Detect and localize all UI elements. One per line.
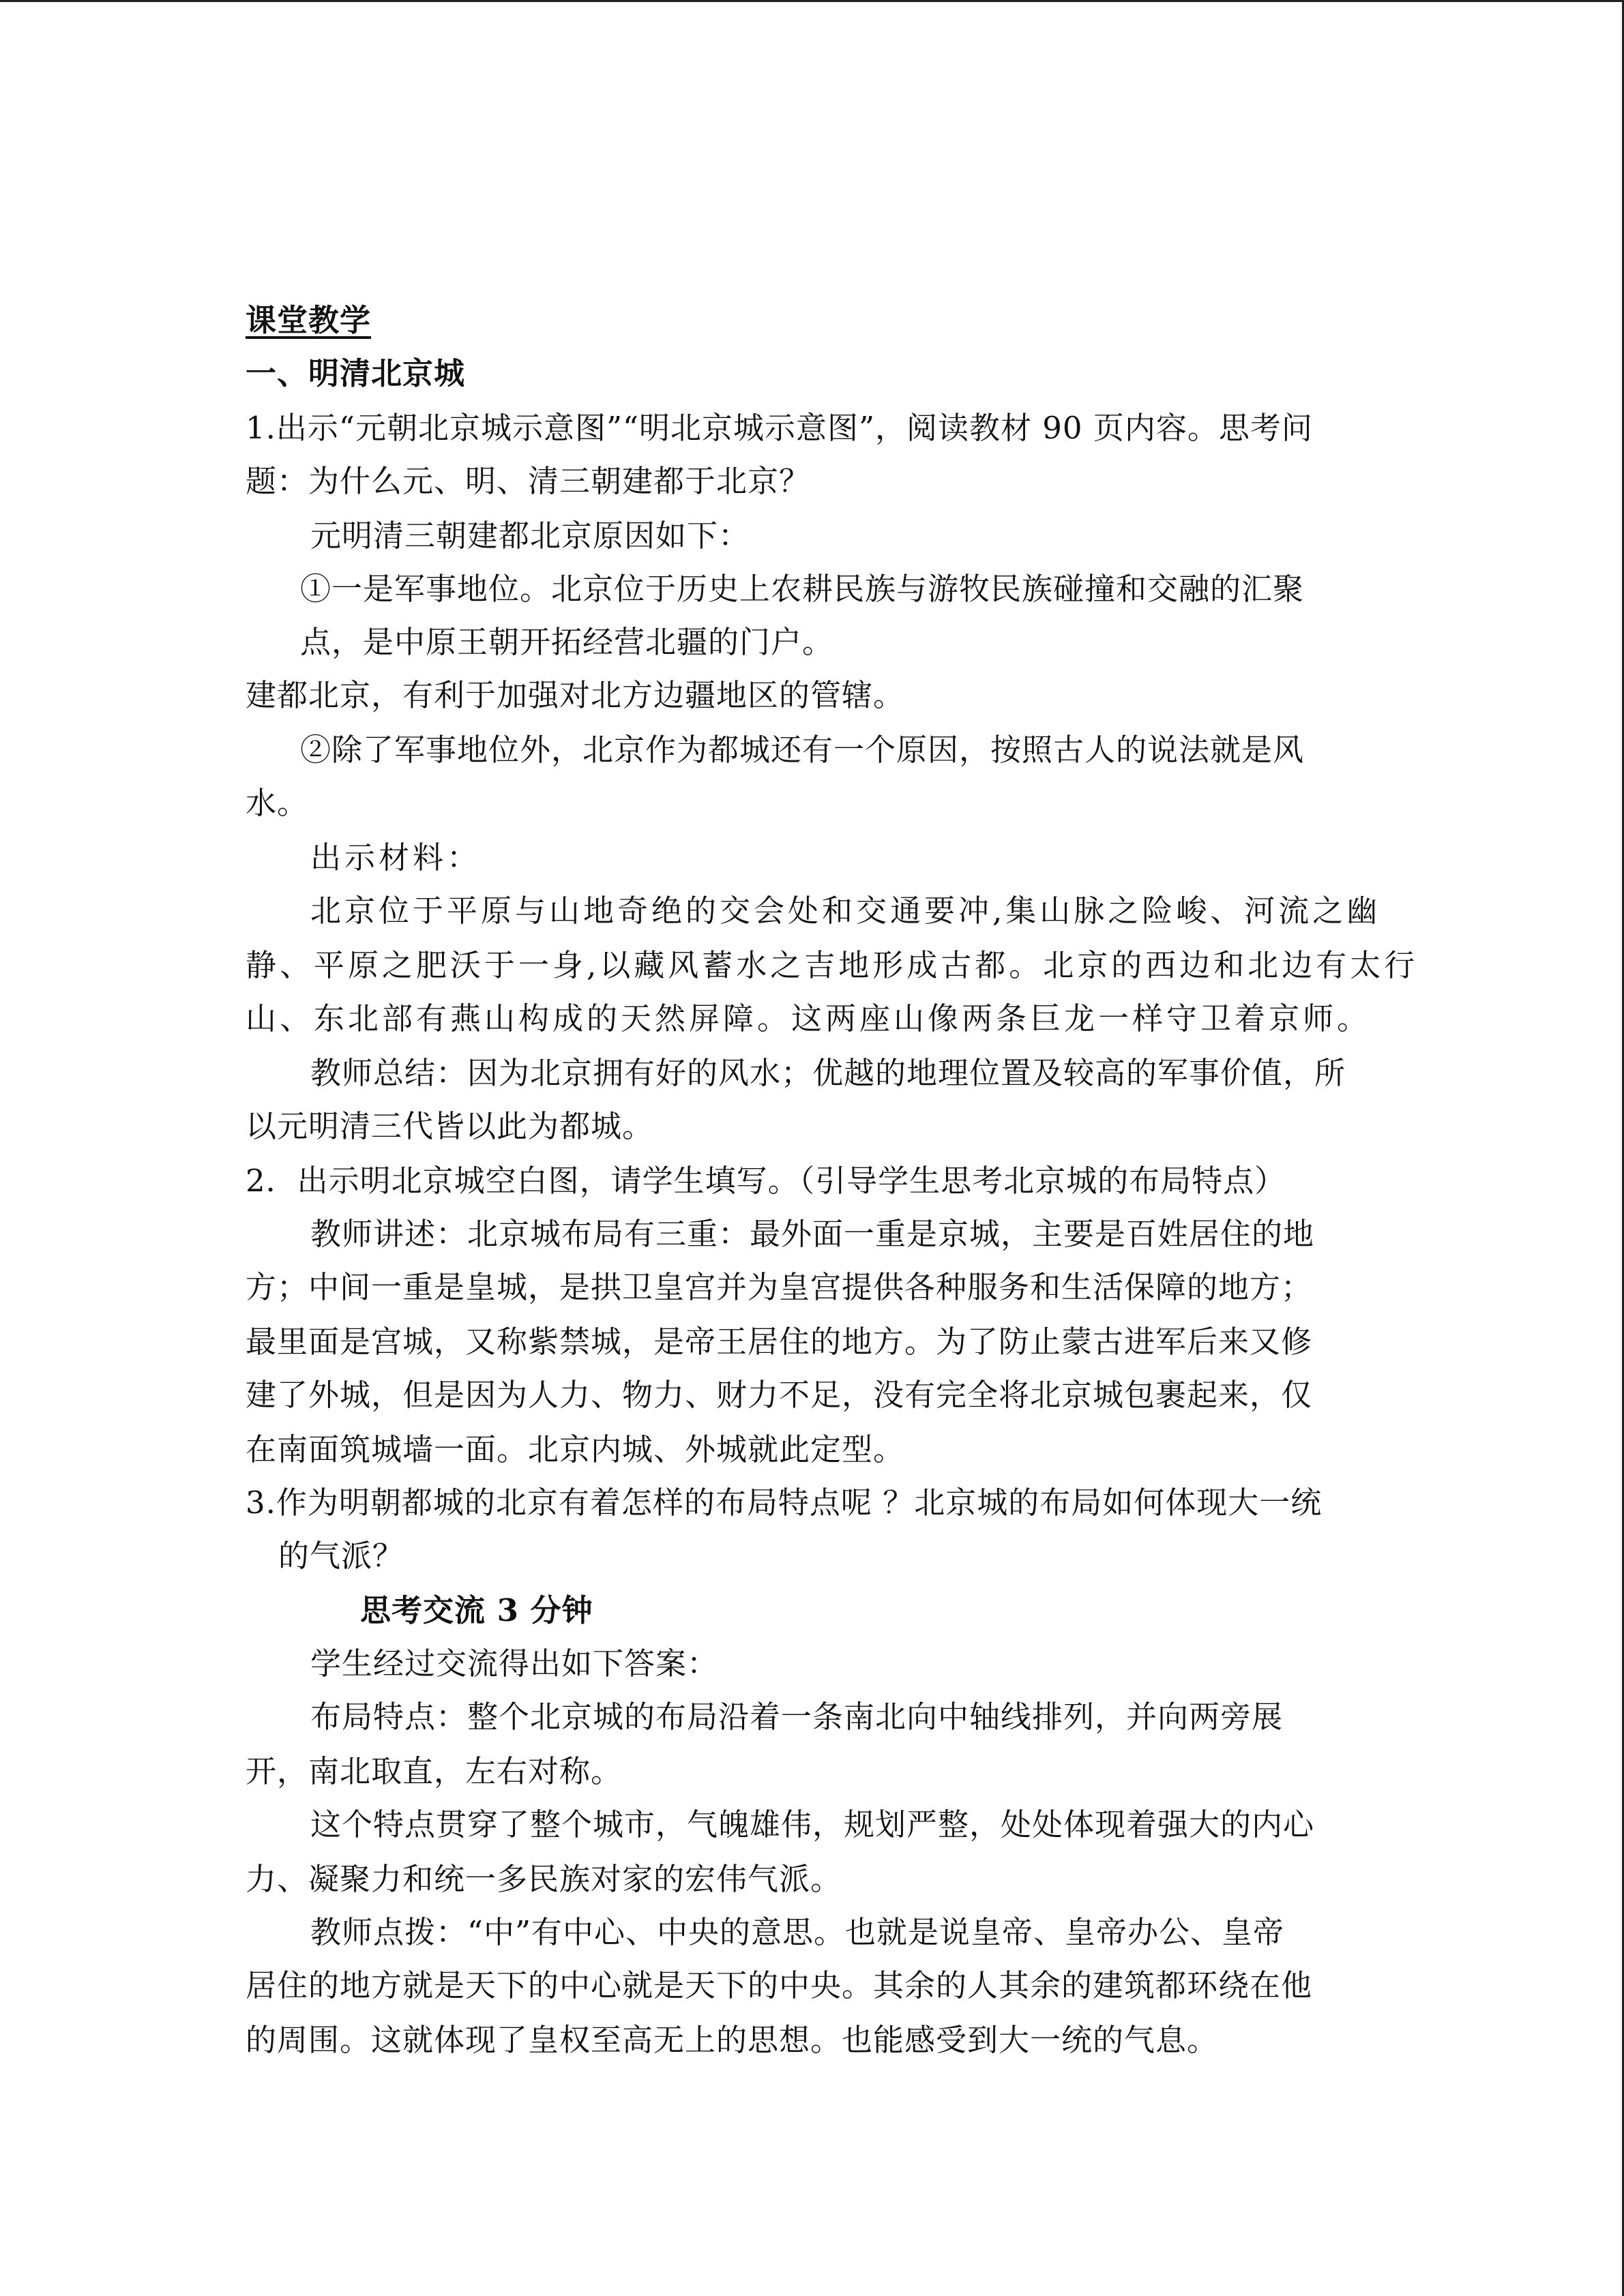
paragraph-line: 在南面筑城墙一面。北京内城、外城就此定型。 [246, 1431, 905, 1467]
material-quote-line: 北京位于平原与山地奇绝的交会处和交通要冲,集山脉之险峻、河流之幽 [310, 893, 1381, 929]
paragraph-line: 最里面是宫城，又称紫禁城，是帝王居住的地方。为了防止蒙古进军后来又修 [246, 1324, 1313, 1360]
material-quote-line: 静、平原之肥沃于一身,以藏风蓄水之吉地形成古都。北京的西边和北边有太行 [246, 947, 1419, 983]
paragraph-line: 教师讲述：北京城布局有三重：最外面一重是京城，主要是百姓居住的地 [310, 1216, 1315, 1252]
paragraph-line: 点，是中原王朝开拓经营北疆的门户。 [300, 624, 834, 660]
paragraph-line: 力、凝聚力和统一多民族对家的宏伟气派。 [246, 1861, 842, 1897]
paragraph-line: 题：为什么元、明、清三朝建都于北京？ [246, 463, 811, 499]
paragraph-line: 方；中间一重是皇城，是拱卫皇宫并为皇宫提供各种服务和生活保障的地方； [246, 1269, 1313, 1305]
paragraph-line: ①一是军事地位。北京位于历史上农耕民族与游牧民族碰撞和交融的汇聚 [300, 571, 1305, 607]
paragraph-line: 以元明清三代皆以此为都城。 [246, 1108, 654, 1144]
paragraph-line: 元明清三朝建都北京原因如下： [310, 518, 750, 554]
paragraph-line: 教师总结：因为北京拥有好的风水；优越的地理位置及较高的军事价值，所 [310, 1055, 1346, 1091]
paragraph-line: 3.作为明朝都城的北京有着怎样的布局特点呢 ？北京城的布局如何体现大一统 [246, 1485, 1323, 1521]
paragraph-line: 建了外城，但是因为人力、物力、财力不足，没有完全将北京城包裹起来，仅 [246, 1377, 1313, 1413]
material-quote-line: 山、东北部有燕山构成的天然屏障。这两座山像两条巨龙一样守卫着京师。 [246, 1000, 1372, 1037]
material-label: 出示材料： [310, 839, 482, 876]
paragraph-line: 建都北京，有利于加强对北方边疆地区的管辖。 [246, 677, 905, 713]
subheading: 一、明清北京城 [246, 355, 466, 391]
paragraph-line: 开，南北取直，左右对称。 [246, 1753, 623, 1789]
paragraph-line: 的周围。这就体现了皇权至高无上的思想。也能感受到大一统的气息。 [246, 2022, 1219, 2058]
paragraph-line: 1.出示“元朝北京城示意图”“明北京城示意图”，阅读教材 90 页内容。思考问 [246, 410, 1313, 446]
page-border-top [0, 0, 1624, 2]
discussion-heading: 思考交流 3 分钟 [360, 1592, 593, 1628]
paragraph-line: 2．出示明北京城空白图，请学生填写。（引导学生思考北京城的布局特点） [246, 1163, 1286, 1199]
paragraph-line: 布局特点：整个北京城的布局沿着一条南北向中轴线排列，并向两旁展 [310, 1699, 1284, 1735]
paragraph-line: 这个特点贯穿了整个城市，气魄雄伟，规划严整，处处体现着强大的内心 [310, 1806, 1315, 1843]
paragraph-line: 水。 [246, 785, 309, 821]
paragraph-line: ②除了军事地位外，北京作为都城还有一个原因，按照古人的说法就是风 [300, 732, 1305, 768]
paragraph-line: 的气派？ [278, 1538, 404, 1574]
paragraph-line: 学生经过交流得出如下答案： [310, 1645, 719, 1682]
paragraph-line: 居住的地方就是天下的中心就是天下的中央。其余的人其余的建筑都环绕在他 [246, 1967, 1313, 2003]
section-heading: 课堂教学 [246, 302, 372, 338]
paragraph-line: 教师点拨：“中”有中心、中央的意思。也就是说皇帝、皇帝办公、皇帝 [310, 1914, 1285, 1950]
